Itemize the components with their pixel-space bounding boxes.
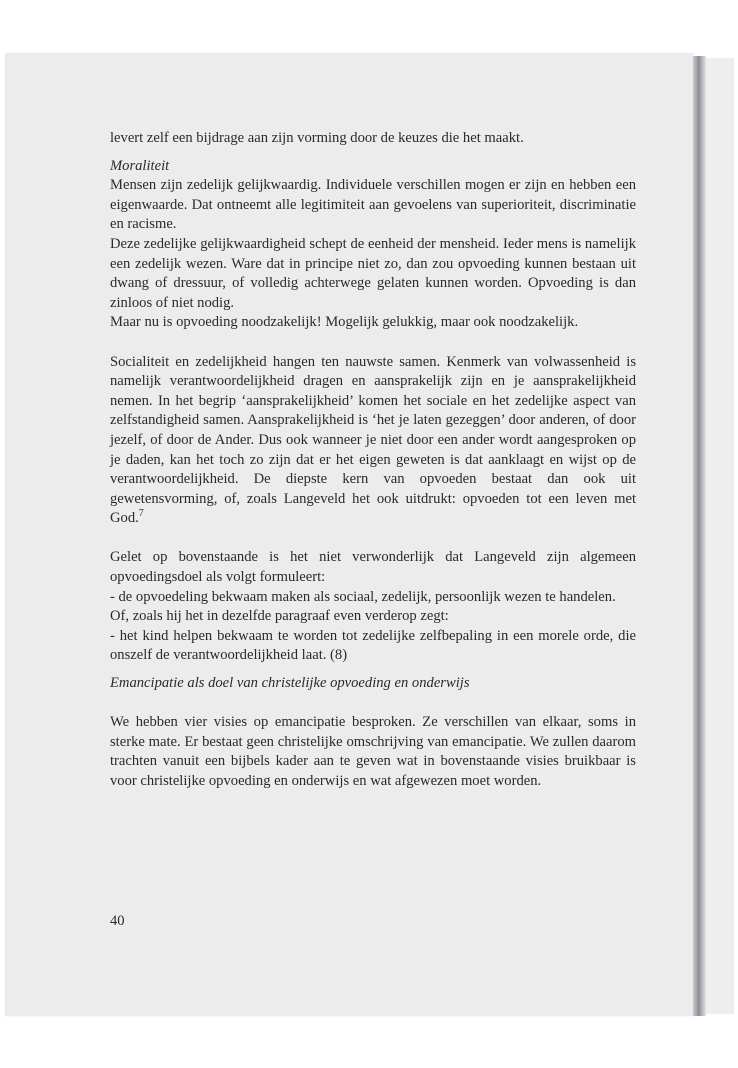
- paragraph-7: - de opvoedeling bekwaam maken als sociaal, zedelijk, persoonlijk wezen te handelen.: [110, 588, 616, 605]
- next-page-edge: [706, 58, 734, 1014]
- body-text: [110, 129, 636, 792]
- paragraph-10: We hebben vier visies op emancipatie besproken. Ze verschillen van elkaar, soms in sterke mate. Er bestaat geen christelijke omschrijving van emancipatie. We zullen daarom trachten vanuit een bijbels kader aan te geven wat in bovenstaande visies bruikbaar is voor christelijke opvoeding en onderwijs en wat afgewezen moet worden.: [110, 714, 636, 789]
- page-number: 40: [110, 913, 125, 929]
- page-stack-edge: [693, 56, 706, 1016]
- paragraph-8: Of, zoals hij het in dezelfde paragraaf even verderop zegt:: [110, 608, 449, 625]
- section-heading-emancipatie: Emancipatie als doel van christelijke opvoeding en onderwijs: [110, 675, 470, 692]
- section-heading-moraliteit: Moraliteit: [110, 157, 170, 174]
- paragraph-9: - het kind helpen bekwaam te worden tot zedelijke zelfbepaling in een morele orde, die onszelf de verantwoordelijkheid laat. (8): [110, 627, 636, 664]
- paragraph-3: Deze zedelijke gelijkwaardigheid schept de eenheid der mensheid. Ieder mens is namelijk een zedelijk wezen. Ware dat in principe niet zo, dan zou opvoeding kunnen bestaan uit dwang of dressuur, of volledig achterwege gelaten kunnen worden. Opvoeding is dan zinloos of niet nodig.: [110, 235, 636, 311]
- paragraph-1: levert zelf een bijdrage aan zijn vorming door de keuzes die het maakt.: [110, 130, 524, 146]
- paragraph-4: Maar nu is opvoeding noodzakelijk! Mogelijk gelukkig, maar ook noodzakelijk.: [110, 314, 579, 331]
- paragraph-6: Gelet op bovenstaande is het niet verwonderlijk dat Langeveld zijn algemeen opvoedingsdoel als volgt formuleert:: [110, 549, 636, 586]
- paragraph-2: Mensen zijn zedelijk gelijkwaardig. Individuele verschillen mogen er zijn en hebben een eigenwaarde. Dat ontneemt alle legitimiteit aan gevoelens van superioriteit, discriminatie en racisme.: [110, 177, 636, 233]
- paragraph-5-text: Socialiteit en zedelijkheid hangen ten nauwste samen. Kenmerk van volwassenheid is namelijk verantwoordelijkheid dragen en aansprakelijk zijn en je aansprakelijkheid nemen. In het begrip ‘aansprakelijkheid’ komen het sociale en het zedelijke aspect van zelfstandigheid samen. Aansprakelijkheid is ‘het je laten gezeggen’ door anderen, of door jezelf, of door de Ander. Dus ook wanneer je niet door een ander wordt aangesproken op je daden, kan het toch zo zijn dat er het eigen geweten is dat aanklaagt en wijst op de verantwoordelijkheid. De diepste kern van opvoeden bestaat dan ook uit gewetensvorming, of, zoals Langeveld het ook uitdrukt: opvoeden tot een leven met God.: [110, 353, 636, 527]
- paragraph-5: [110, 353, 636, 529]
- footnote-ref: 7: [138, 508, 144, 520]
